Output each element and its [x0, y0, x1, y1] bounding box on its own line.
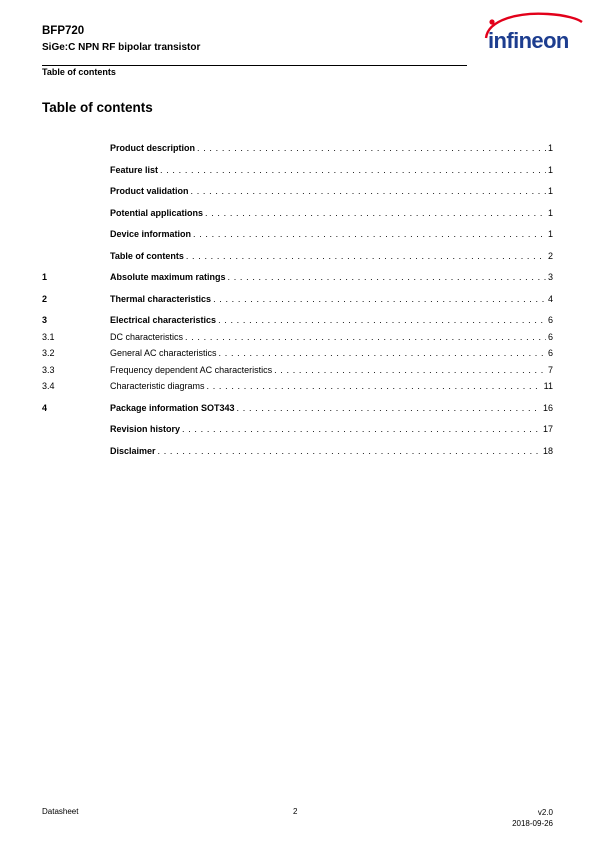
toc-entry[interactable]	[0, 445, 595, 457]
toc-entry-title: Frequency dependent AC characteristics	[110, 365, 273, 375]
toc-entry-page: 16	[542, 403, 553, 413]
toc-entry-line	[110, 207, 553, 219]
dot-leader	[185, 331, 546, 343]
header-rule	[42, 65, 467, 66]
svg-text:infineon: infineon	[488, 28, 569, 53]
dot-leader	[160, 164, 546, 176]
toc-entry-page: 7	[547, 365, 553, 375]
dot-leader	[205, 207, 546, 219]
footer-page-number: 2	[293, 807, 298, 816]
dot-leader	[193, 228, 546, 240]
toc-entry-title: Feature list	[110, 165, 159, 175]
toc-entry-line	[110, 380, 553, 392]
toc-entry-title: Absolute maximum ratings	[110, 272, 226, 282]
toc-entry-line	[110, 423, 553, 435]
toc-entry-line	[110, 402, 553, 414]
toc-entry[interactable]	[0, 207, 595, 219]
toc-entry-number: 3.4	[42, 381, 55, 391]
toc-entry[interactable]	[0, 347, 595, 359]
toc-entry-page: 6	[547, 348, 553, 358]
toc-entry[interactable]	[0, 185, 595, 197]
toc-entry-number: 3.2	[42, 348, 55, 358]
toc-entry-title: Revision history	[110, 424, 181, 434]
toc-entry-page: 1	[547, 165, 553, 175]
dot-leader	[218, 314, 546, 326]
toc-entry-number: 3.3	[42, 365, 55, 375]
toc-entry-line	[110, 142, 553, 154]
toc-entry-title: General AC characteristics	[110, 348, 217, 358]
toc-entry-page: 3	[547, 272, 553, 282]
toc-entry[interactable]	[0, 331, 595, 343]
toc-entry[interactable]	[0, 250, 595, 262]
toc-entry-title: Device information	[110, 229, 192, 239]
dot-leader	[237, 402, 541, 414]
toc-entry-title: Potential applications	[110, 208, 204, 218]
footer-doc-type: Datasheet	[42, 807, 79, 816]
toc-entry-number: 1	[42, 272, 48, 282]
toc-entry-page: 18	[542, 446, 553, 456]
toc-entry-line	[110, 271, 553, 283]
toc-entry-page: 11	[543, 381, 553, 391]
toc-entry[interactable]	[0, 364, 595, 376]
toc-entry-number: 2	[42, 294, 48, 304]
toc-entry-number: 3.1	[42, 332, 55, 342]
product-subtitle: SiGe:C NPN RF bipolar transistor	[42, 42, 201, 53]
dot-leader	[186, 250, 546, 262]
toc-entry-page: 6	[547, 315, 553, 325]
toc-entry-line	[110, 293, 553, 305]
footer-version-date	[512, 807, 553, 829]
toc-entry-title: Product description	[110, 143, 196, 153]
toc-entry-line	[110, 164, 553, 176]
toc-entry[interactable]	[0, 142, 595, 154]
toc-entry-title: Table of contents	[110, 251, 184, 261]
toc-entry-page: 1	[547, 229, 553, 239]
dot-leader	[191, 185, 546, 197]
dot-leader	[197, 142, 546, 154]
toc-heading: Table of contents	[42, 100, 153, 115]
toc-entry[interactable]	[0, 164, 595, 176]
toc-entry-page: 1	[547, 186, 553, 196]
toc-entry-title: Electrical characteristics	[110, 315, 217, 325]
infineon-logo	[478, 10, 590, 62]
toc-entry-page: 6	[547, 332, 553, 342]
toc-entry-line	[110, 364, 553, 376]
toc-entry[interactable]	[0, 380, 595, 392]
dot-leader	[213, 293, 546, 305]
toc-entry[interactable]	[0, 271, 595, 283]
toc-entry[interactable]	[0, 293, 595, 305]
toc-entry-title: DC characteristics	[110, 332, 184, 342]
toc-entry-line	[110, 228, 553, 240]
footer-date: 2018-09-26	[512, 819, 553, 828]
toc-entry[interactable]	[0, 314, 595, 326]
toc-entry-line	[110, 445, 553, 457]
toc-entry-title: Thermal characteristics	[110, 294, 212, 304]
toc-entry[interactable]	[0, 402, 595, 414]
dot-leader	[274, 364, 546, 376]
toc-entry-title: Characteristic diagrams	[110, 381, 205, 391]
toc-entry-page: 17	[542, 424, 553, 434]
toc-entry-title: Disclaimer	[110, 446, 156, 456]
toc-entry-title: Package information SOT343	[110, 403, 235, 413]
product-name: BFP720	[42, 25, 85, 37]
toc-entry-line	[110, 250, 553, 262]
header-section-title: Table of contents	[42, 67, 116, 77]
toc-entry-page: 2	[547, 251, 553, 261]
dot-leader	[228, 271, 546, 283]
dot-leader	[182, 423, 541, 435]
toc-entry-title: Product validation	[110, 186, 189, 196]
dot-leader	[158, 445, 541, 457]
dot-leader	[219, 347, 546, 359]
toc-entry-line	[110, 314, 553, 326]
toc-entry-line	[110, 347, 553, 359]
toc-entry-page: 1	[547, 143, 553, 153]
toc-entry-number: 4	[42, 403, 48, 413]
toc-entry-line	[110, 331, 553, 343]
toc-entry-line	[110, 185, 553, 197]
toc-entry-page: 1	[547, 208, 553, 218]
toc-entry[interactable]	[0, 423, 595, 435]
toc-entry[interactable]	[0, 228, 595, 240]
footer-version: v2.0	[537, 808, 553, 817]
toc-entry-page: 4	[547, 294, 553, 304]
toc-entry-number: 3	[42, 315, 48, 325]
dot-leader	[207, 380, 542, 392]
